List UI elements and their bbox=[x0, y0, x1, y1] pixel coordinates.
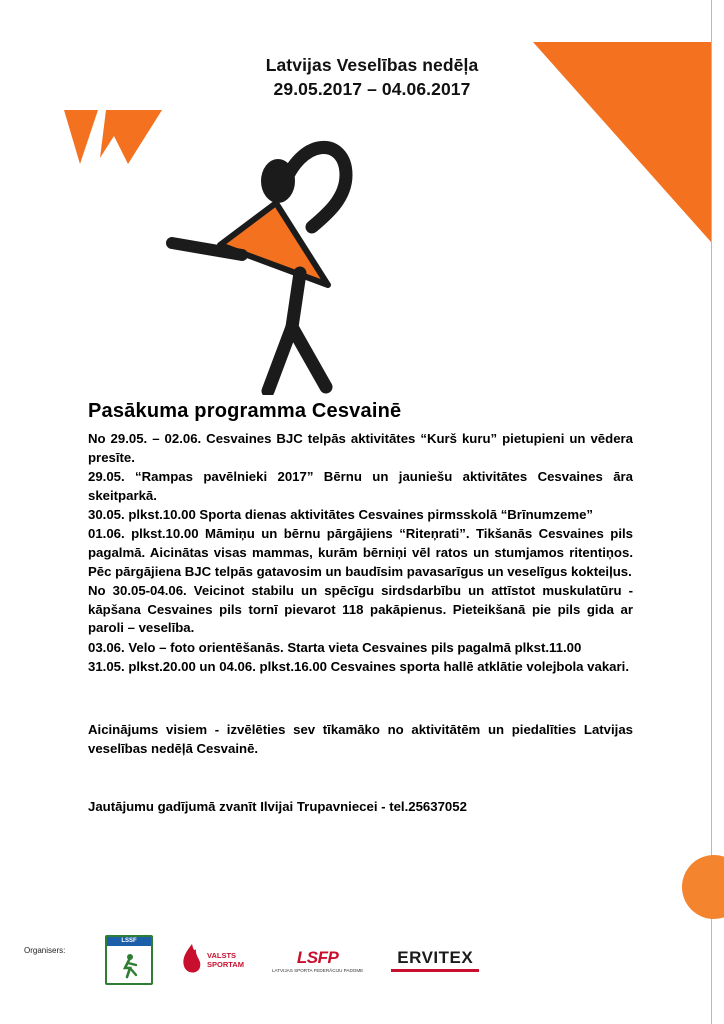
program-paragraph: No 29.05. – 02.06. Cesvaines BJC telpās aktivitātes “Kurš kuru” pietupieni un vēdera presīte. bbox=[88, 431, 633, 465]
logo-lsfp-subtext: LATVIJAS SPORTA FEDERĀCIJU PADOME bbox=[271, 967, 364, 973]
organiser-logos bbox=[105, 938, 479, 982]
logo-valsts-line2: SPORTAM bbox=[207, 960, 244, 969]
program-paragraph: 03.06. Velo – foto orientēšanās. Starta vieta Cesvaines pils pagalmā plkst.11.00 bbox=[88, 639, 582, 655]
logo-lsfp bbox=[272, 938, 363, 982]
stick-figure-illustration bbox=[150, 95, 390, 395]
logo-ervitex-text: ERVITEX bbox=[397, 948, 474, 967]
invitation-text: Aicinājums visiem - izvēlēties sev tīkamāko no aktivitātēm un piedalīties Latvijas veselības nedēļā Cesvainē. bbox=[88, 722, 633, 756]
logo-lssf bbox=[105, 938, 153, 982]
content-spacer bbox=[88, 677, 633, 721]
flame-icon bbox=[181, 943, 203, 977]
program-title: Pasākuma programma Cesvainē bbox=[88, 400, 402, 422]
program-paragraph: 01.06. plkst.10.00 Māmiņu un bērnu pārgājiens “Riteņrati”. Tikšanās Cesvaines pils pagalmā. Aicinātas visas mammas, kurām bērniņi vēl ratos un stumjamos ritentiņos. Pēc pārgājiena BJC telpās gatavosim un baudīsim pavasarīgus un veselīgus kokteiļus. bbox=[88, 526, 633, 579]
program-paragraph: 29.05. “Rampas pavēlnieki 2017” Bērnu un jauniešu aktivitātes Cesvaines āra skeitparkā. bbox=[88, 468, 633, 503]
logo-ervitex-underline bbox=[391, 969, 479, 972]
running-figure-icon bbox=[116, 946, 142, 983]
bottom-right-circle-decor bbox=[682, 855, 724, 919]
content-spacer bbox=[88, 759, 633, 799]
logo-valsts-sportam bbox=[181, 938, 244, 982]
organisers-label: Organisers: bbox=[24, 946, 66, 955]
poster-footer bbox=[0, 938, 724, 1024]
program-content bbox=[88, 400, 633, 814]
program-paragraph: 30.05. plkst.10.00 Sporta dienas aktivitātes Cesvaines pirmsskolā “Brīnumzeme” bbox=[88, 506, 594, 522]
program-paragraph: 31.05. plkst.20.00 un 04.06. plkst.16.00 Cesvaines sporta hallē atklātie volejbola vakari. bbox=[88, 658, 629, 674]
logo-valsts-line1: VALSTS bbox=[207, 951, 237, 960]
header-title-line1: Latvijas Veselības nedēļa bbox=[265, 55, 479, 75]
logo-lssf-text: LSSF bbox=[107, 937, 151, 946]
contact-text: Jautājumu gadījumā zvanīt Ilvijai Trupavniecei - tel.25637052 bbox=[88, 799, 467, 815]
header-title-line2: 29.05.2017 – 04.06.2017 bbox=[273, 78, 471, 99]
program-paragraph: No 30.05-04.06. Veicinot stabilu un spēcīgu sirdsdarbību un attīstot muskulatūru - kāpšana Cesvaines pils tornī pievarot 118 pakāpienus. Pieteikšanā pie pils gida ar paroli – veselība. bbox=[88, 582, 633, 636]
logo-lsfp-text: LSFP bbox=[296, 947, 339, 967]
logo-ervitex bbox=[391, 938, 479, 982]
